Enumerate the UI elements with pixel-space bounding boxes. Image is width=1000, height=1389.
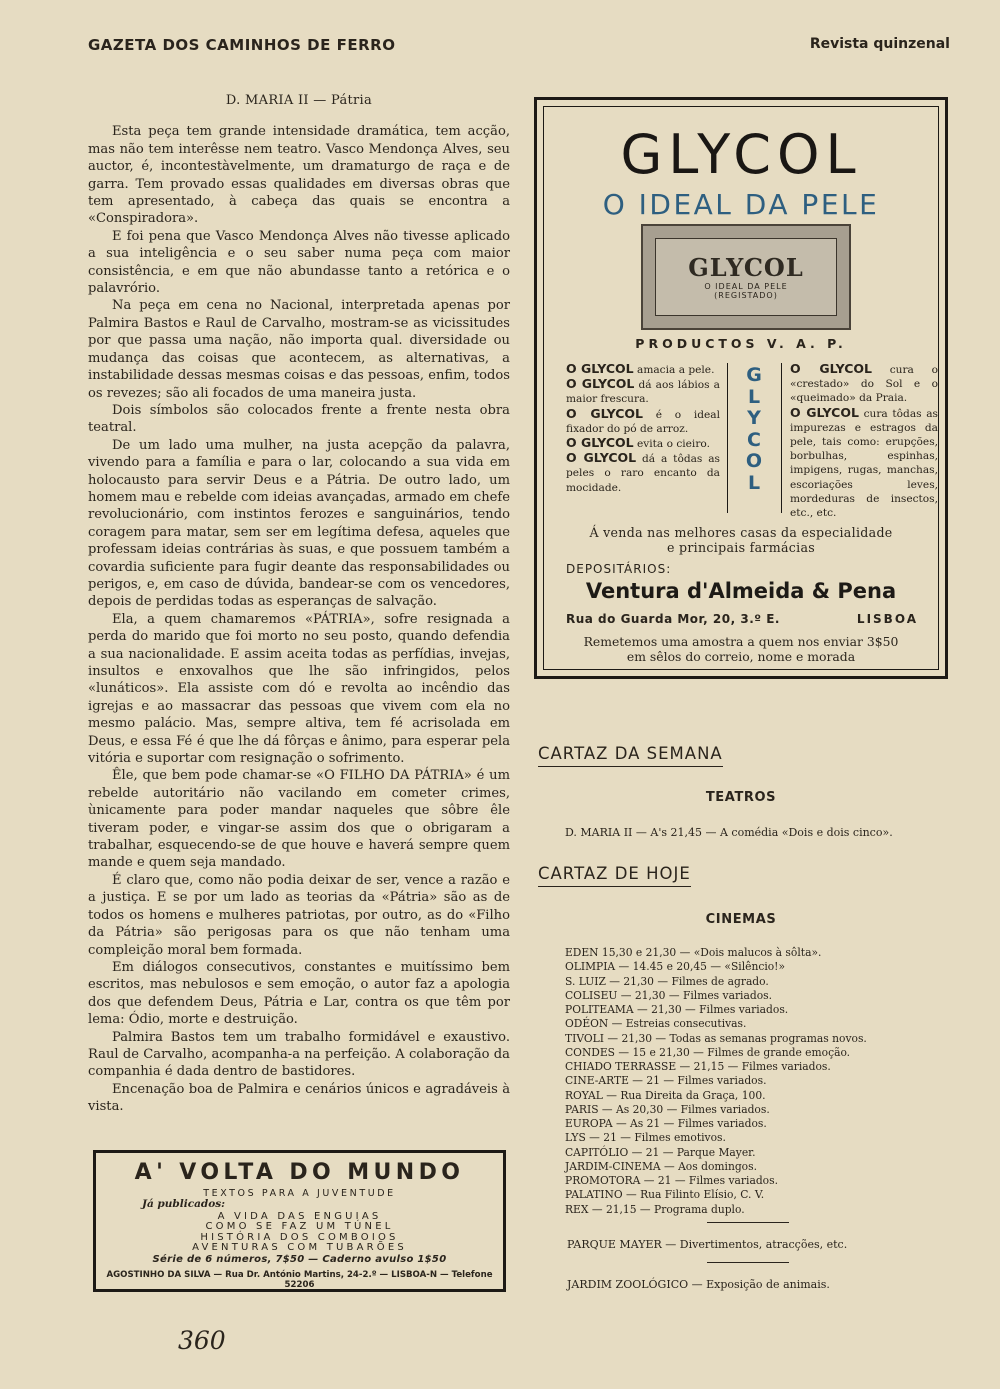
article-paragraph: E foi pena que Vasco Mendonça Alves não tivesse aplicado a sua inteligência e o seu saber numa peça com maior consistência, e em que não abundasse tanto a retórica e o palavrório.	[88, 228, 510, 297]
cinema-entry: CAPITÓLIO — 21 — Parque Mayer.	[565, 1145, 756, 1159]
journal-frequency: Revista quinzenal	[809, 36, 950, 52]
parque-mayer-entry: PARQUE MAYER — Divertimentos, atracções, etc.	[567, 1238, 848, 1251]
article-paragraph: Êle, que bem pode chamar-se «O FILHO DA PÁTRIA» é um rebelde autoritário não vacilando em cometer crimes, ùnicamente para poder mandar naqueles que sôbre êle tiveram poder, e vingar-se assim dos que o obrigaram a trabalhar, esquecendo-se de que houve e haverá sempre quem mande e quem seja mandado.	[88, 768, 510, 871]
cartaz-hoje-heading: CARTAZ DE HOJE	[538, 864, 691, 883]
article-paragraph: Em diálogos consecutivos, constantes e muitíssimo bem escritos, mas nebulosos e sem emoção, o autor faz a apologia dos que defendem Deus, Pátria e Lar, contra os que têm por lema: Ódio, morte e destruição.	[88, 959, 510, 1028]
cinema-entry: CONDES — 15 e 21,30 — Filmes de grande emoção.	[565, 1045, 851, 1059]
cinema-entry: EDEN 15,30 e 21,30 — «Dois malucos à sôlta».	[565, 946, 822, 959]
cinema-entry: ODÉON — Estreias consecutivas.	[565, 1017, 747, 1031]
vertical-glycol: G L Y C O L	[745, 364, 763, 494]
jardim-zoologico-entry: JARDIM ZOOLÓGICO — Exposição de animais.	[567, 1278, 830, 1291]
cinema-entry: PROMOTORA — 21 — Filmes variados.	[565, 1174, 778, 1187]
article-paragraph: Na peça em cena no Nacional, interpretada apenas por Palmira Bastos e Raul de Carvalho, mostram-se as vicissitudes por que passa uma nação, não importa qual. diversidade ou mudança das coisas que acontecem, as alternativas, a instabilidade dessas mesmas coisas e das pessoas, enfim, todos os revezes; são ali focados de uma maneira justa.	[88, 298, 510, 401]
cinema-entry: CINE-ARTE — 21 — Filmes variados.	[565, 1074, 767, 1088]
article-paragraph: É claro que, como não podia deixar de ser, vence a razão e a justiça. E se por um lado as teorias da «Pátria» são as de todos os homens e mulheres patriotas, por outro, as do «Filho da Pátria» são perigosas para os que não tenham uma compleição moral bem formada.	[88, 872, 510, 958]
cartaz-semana-heading: CARTAZ DA SEMANA	[538, 744, 723, 763]
glycol-advertisement	[534, 97, 948, 679]
benefit-item: O GLYCOL cura tôdas as impurezas e estragos da pele, tais como: erupções, borbulhas, espinhas, impigens, rugas, manchas, escoriações leves, mordeduras de insectos, etc., etc.	[790, 404, 938, 520]
separator-rule	[707, 1222, 789, 1223]
benefit-item: O GLYCOL cura o «crestado» do Sol e o «queimado» da Praia.	[790, 361, 938, 405]
glycol-brand: GLYCOL	[620, 123, 862, 186]
benefits-left	[566, 362, 720, 495]
benefit-item: O GLYCOL é o ideal fixador do pó de arroz.	[566, 405, 720, 435]
article-paragraph: De um lado uma mulher, na justa acepção da palavra, vivendo para a família e para o lar, colocando a sua vida em holocausto para servir Deus e a Pátria. De outro lado, um homem mau e rebelde com ideias avançadas, armado em chefe revolucionário, com instintos ferozes e sanguinários, tendo coragem para matar, sem ser em legítima defesa, aqueles que professam ideias contrárias às suas, e que possuem também a covardia suficiente para fugir deante das responsabilidades ou perigos, e, em caso de dúvida, bandear-se com os vencedores, depois de perdidas todas as esperanças de salvação.	[88, 437, 510, 610]
sample-offer: Remetemos uma amostra a quem nos enviar 3$50 em sêlos do correio, nome e morada	[583, 634, 899, 664]
cinema-entry: CHIADO TERRASSE — 21,15 — Filmes variados.	[565, 1060, 831, 1073]
article-paragraph: Ela, a quem chamaremos «PÁTRIA», sofre resignada a perda do marido que foi morto no seu posto, quando defendia a sua nacionalidade. E assim aceita todas as perfídias, invejas, insultos e enxovalhos que lhe são infringidos, pelos «lunáticos». Ela assiste com dó e revolta ao incêndio das igrejas e ao massacrar das pessoas que vivem com ela no mesmo palácio. Mas, sempre altiva, tem fé acrisolada em Deus, e essa Fé é que lhe dá fôrças e ânimo, para esperar pela vitória e suportar com resignação o sofrimento.	[88, 611, 510, 767]
cinema-entry: ROYAL — Rua Direita da Graça, 100.	[565, 1088, 766, 1102]
cinema-list	[565, 946, 925, 1217]
cinema-entry: LYS — 21 — Filmes emotivos.	[565, 1131, 726, 1145]
published-title: A VIDA DAS ENGUIAS	[217, 1211, 382, 1222]
published-title: AVENTURAS COM TUBARÕES	[192, 1242, 407, 1254]
divider-line	[781, 363, 782, 513]
sale-note: Á venda nas melhores casas da especialidade e principais farmácias	[589, 525, 893, 555]
article	[88, 92, 510, 1116]
published-label: Já publicados:	[142, 1198, 226, 1210]
published-titles	[96, 1212, 503, 1254]
separator-rule	[707, 1262, 789, 1263]
cinema-entry: TIVOLI — 21,30 — Todas as semanas programas novos.	[565, 1031, 867, 1045]
series-price: Série de 6 números, 7$50 — Caderno avulso 1$50	[152, 1254, 447, 1265]
divider-line	[727, 363, 728, 513]
published-title: COMO SE FAZ UM TÚNEL	[205, 1221, 394, 1233]
label-brand: GLYCOL	[688, 253, 804, 282]
article-paragraph: Esta peça tem grande intensidade dramática, tem acção, mas não tem interêsse nem teatro. Vasco Mendonça Alves, seu auctor, é, incontestàvelmente, um dramaturgo de raça e de garra. Tem provado essas qualidades em diversas obras que tem apresentado, à cabeça das quais se encontra a «Conspiradora».	[88, 124, 510, 227]
volta-subtitle: TEXTOS PARA A JUVENTUDE	[203, 1188, 396, 1199]
cinema-entry: EUROPA — As 21 — Filmes variados.	[565, 1117, 767, 1130]
benefit-item: O GLYCOL evita o cieiro.	[566, 435, 710, 451]
page-number: 360	[178, 1326, 226, 1355]
benefit-item: O GLYCOL dá a tôdas as peles o raro encanto da mocidade.	[566, 450, 720, 494]
ad-inner-frame	[543, 106, 939, 670]
teatro-entry: D. MARIA II — A's 21,45 — A comédia «Dois e dois cinco».	[565, 826, 893, 839]
volta-title: A' VOLTA DO MUNDO	[134, 1160, 465, 1185]
products-line: PRODUCTOS V. A. P.	[635, 336, 847, 351]
glycol-tagline: O IDEAL DA PELE	[602, 188, 880, 221]
published-title: HISTÓRIA DOS COMBOIOS	[200, 1231, 399, 1243]
company-city: LISBOA	[856, 612, 918, 626]
cinema-entry: PALATINO — Rua Filinto Elísio, C. V.	[565, 1188, 765, 1202]
cinemas-heading: CINEMAS	[705, 912, 777, 927]
cinema-entry: JARDIM-CINEMA — Aos domingos.	[565, 1159, 757, 1173]
article-title: D. MARIA II — Pátria	[225, 93, 373, 108]
company-name: Ventura d'Almeida & Pena	[585, 579, 897, 603]
benefits-right	[790, 362, 938, 520]
depositarios-label: DEPOSITÁRIOS:	[566, 562, 672, 576]
teatros-heading: TEATROS	[705, 790, 777, 805]
cinema-entry: OLIMPIA — 14.45 e 20,45 — «Silêncio!»	[565, 960, 786, 974]
benefit-item: O GLYCOL amacia a pele.	[566, 361, 715, 376]
article-paragraph: Palmira Bastos tem um trabalho formidável e exaustivo. Raul de Carvalho, acompanha-a na perfeição. A colaboração da companhia é dada dentro de bastidores.	[88, 1029, 510, 1080]
cinema-entry: COLISEU — 21,30 — Filmes variados.	[565, 988, 773, 1002]
label-registered: (REGISTADO)	[714, 291, 778, 300]
label-tagline: O IDEAL DA PELE	[704, 282, 788, 291]
cinema-entry: POLITEAMA — 21,30 — Filmes variados.	[565, 1003, 789, 1016]
cinema-entry: S. LUIZ — 21,30 — Filmes de agrado.	[565, 974, 769, 988]
article-paragraph: Dois símbolos são colocados frente a frente nesta obra teatral.	[88, 402, 510, 436]
cinema-entry: REX — 21,15 — Programa duplo.	[565, 1202, 745, 1216]
product-label-image	[641, 224, 851, 330]
cinema-entry: PARIS — As 20,30 — Filmes variados.	[565, 1102, 770, 1116]
journal-title: GAZETA DOS CAMINHOS DE FERRO	[88, 36, 396, 54]
publisher-contact: AGOSTINHO DA SILVA — Rua Dr. António Martins, 24-2.º — LISBOA-N — Telefone 52206	[106, 1270, 493, 1290]
article-paragraph: Encenação boa de Palmira e cenários únicos e agradáveis à vista.	[88, 1081, 510, 1115]
company-address: Rua do Guarda Mor, 20, 3.º E.	[566, 612, 780, 626]
benefit-item: O GLYCOL dá aos lábios a maior frescura.	[566, 376, 720, 406]
volta-do-mundo-advertisement	[93, 1150, 506, 1292]
